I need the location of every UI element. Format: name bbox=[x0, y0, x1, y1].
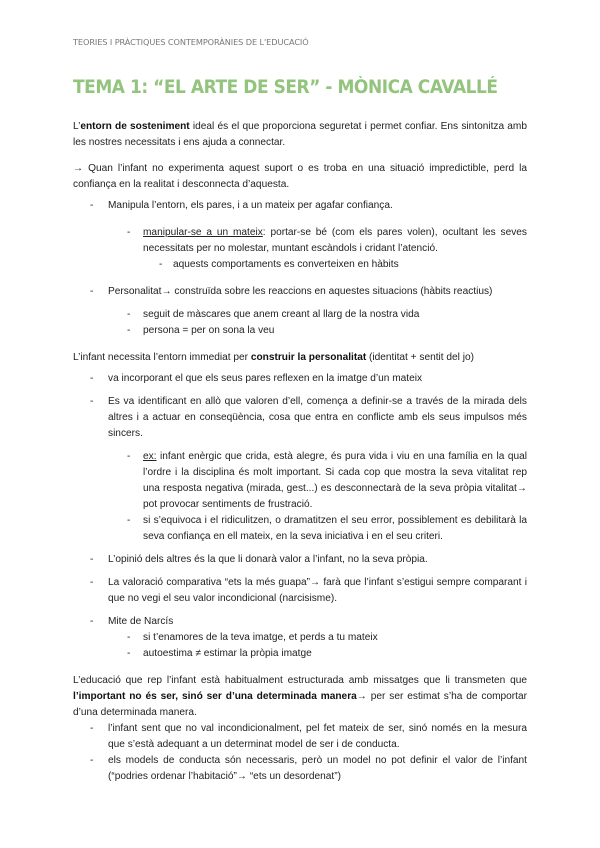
dash-bullet: - bbox=[90, 286, 94, 297]
list-item: - L’opinió dels altres és la que li donarà valor a l’infant, no la seva pròpia. bbox=[73, 552, 527, 568]
section-paragraph: L’infant necessita l’entorn immediat per construir la personalitat (identitat + sentit del jo) bbox=[73, 352, 474, 363]
dash-bullet: - bbox=[90, 373, 94, 384]
dash-bullet: - bbox=[127, 451, 131, 462]
dash-bullet: - bbox=[159, 259, 163, 270]
list-item: - si t’enamores de la teva imatge, et perds a tu mateix bbox=[73, 630, 527, 646]
dash-bullet: - bbox=[127, 648, 131, 659]
list-item: - persona = per on sona la veu bbox=[73, 323, 527, 339]
dash-bullet: - bbox=[127, 309, 131, 320]
dash-bullet: - bbox=[127, 227, 131, 238]
list-item: - va incorporant el que els seus pares reflexen en la imatge d’un mateix bbox=[73, 371, 527, 387]
list-item: - manipular-se a un mateix: portar-se bé (com els pares volen), ocultant les seves necessitats per no molestar, muntant escàndols i cridant l’atenció. bbox=[127, 227, 527, 254]
dash-bullet: - bbox=[90, 200, 94, 211]
running-header: TEORIES I PRÀCTIQUES CONTEMPORÀNIES DE L'EDUCACIÓ bbox=[73, 37, 309, 47]
dash-bullet: - bbox=[127, 515, 131, 526]
page-title: TEMA 1: “EL ARTE DE SER” - MÒNICA CAVALLÉ bbox=[73, 77, 498, 98]
dash-bullet: - bbox=[90, 723, 94, 734]
section-paragraph: L’educació que rep l’infant està habitualment estructurada amb missatges que li transmeten que l’important no és ser, sinó ser d’una determinada manera→ per ser estimat s’ha de comportar d’una determinada manera. bbox=[73, 675, 527, 718]
list-item: - si s’equivoca i el ridiculitzen, o dramatitzen el seu error, possiblement es debilitarà la seva confiança en ell mateix, en la seva iniciativa i en el seu criteri. bbox=[127, 515, 527, 542]
underlined-term: manipular-se a un mateix bbox=[143, 227, 263, 238]
list-item: - ex: infant enèrgic que crida, està alegre, és pura vida i viu en una família en la qual l’ordre i la disciplina és molt important. Si cada cop que mostra la seva vitalitat rep una resposta negativa (mirada, gest...) es desconnectarà de la seva pròpia vitalitat→ pot provocar sentiments de frustració. bbox=[127, 451, 527, 510]
list-item: - Es va identificant en allò que valoren d’ell, comença a definir-se a través de la mirada dels altres i a actuar en conseqüència, cosa que entra en conflicte amb els seus impulsos més sincers. bbox=[90, 396, 527, 439]
intro-arrow-paragraph: → Quan l’infant no experimenta aquest suport o es troba en una situació impredictible, perd la confiança en la realitat i desconnecta d’aquesta. bbox=[73, 163, 527, 190]
dash-bullet: - bbox=[127, 325, 131, 336]
intro-paragraph: L’entorn de sosteniment ideal és el que proporciona seguretat i permet confiar. Ens sintonitza amb les nostres necessitats i ens ajuda a connectar. bbox=[73, 121, 527, 148]
list-item: - aquests comportaments es converteixen en hàbits bbox=[73, 257, 527, 273]
list-item: - l’infant sent que no val incondicionalment, pel fet mateix de ser, sinó només en la mesura que s’està adequant a un determinat model de ser i de conducta. bbox=[90, 723, 527, 750]
bold-term-personalitat: construir la personalitat bbox=[250, 352, 367, 363]
dash-bullet: - bbox=[127, 632, 131, 643]
bold-term-important: l’important no és ser, sinó ser d’una determinada manera bbox=[73, 691, 357, 702]
list-item: - Personalitat→ construïda sobre les reaccions en aquestes situacions (hàbits reactius) bbox=[73, 284, 527, 300]
dash-bullet: - bbox=[90, 577, 94, 588]
dash-bullet: - bbox=[90, 396, 94, 407]
list-item: - La valoració comparativa “ets la més guapa”→ farà que l’infant s’estigui sempre comparant i que no vegi el seu valor incondicional (narcisisme). bbox=[90, 577, 527, 604]
document-body bbox=[73, 119, 527, 785]
dash-bullet: - bbox=[90, 616, 94, 627]
list-item: - autoestima ≠ estimar la pròpia imatge bbox=[73, 646, 527, 662]
list-item: - els models de conducta són necessaris, però un model no pot definir el valor de l’infant (“podries ordenar l’habitació”→ “ets un desordenat”) bbox=[90, 755, 527, 782]
underlined-term: ex: bbox=[143, 451, 157, 462]
bold-term-entorn: entorn de sosteniment bbox=[80, 121, 190, 132]
dash-bullet: - bbox=[90, 554, 94, 565]
list-item: - seguit de màscares que anem creant al llarg de la nostra vida bbox=[73, 307, 527, 323]
list-item: - Mite de Narcís bbox=[73, 614, 527, 630]
list-item: - Manipula l’entorn, els pares, i a un mateix per agafar confiança. bbox=[73, 198, 527, 214]
dash-bullet: - bbox=[90, 755, 94, 766]
